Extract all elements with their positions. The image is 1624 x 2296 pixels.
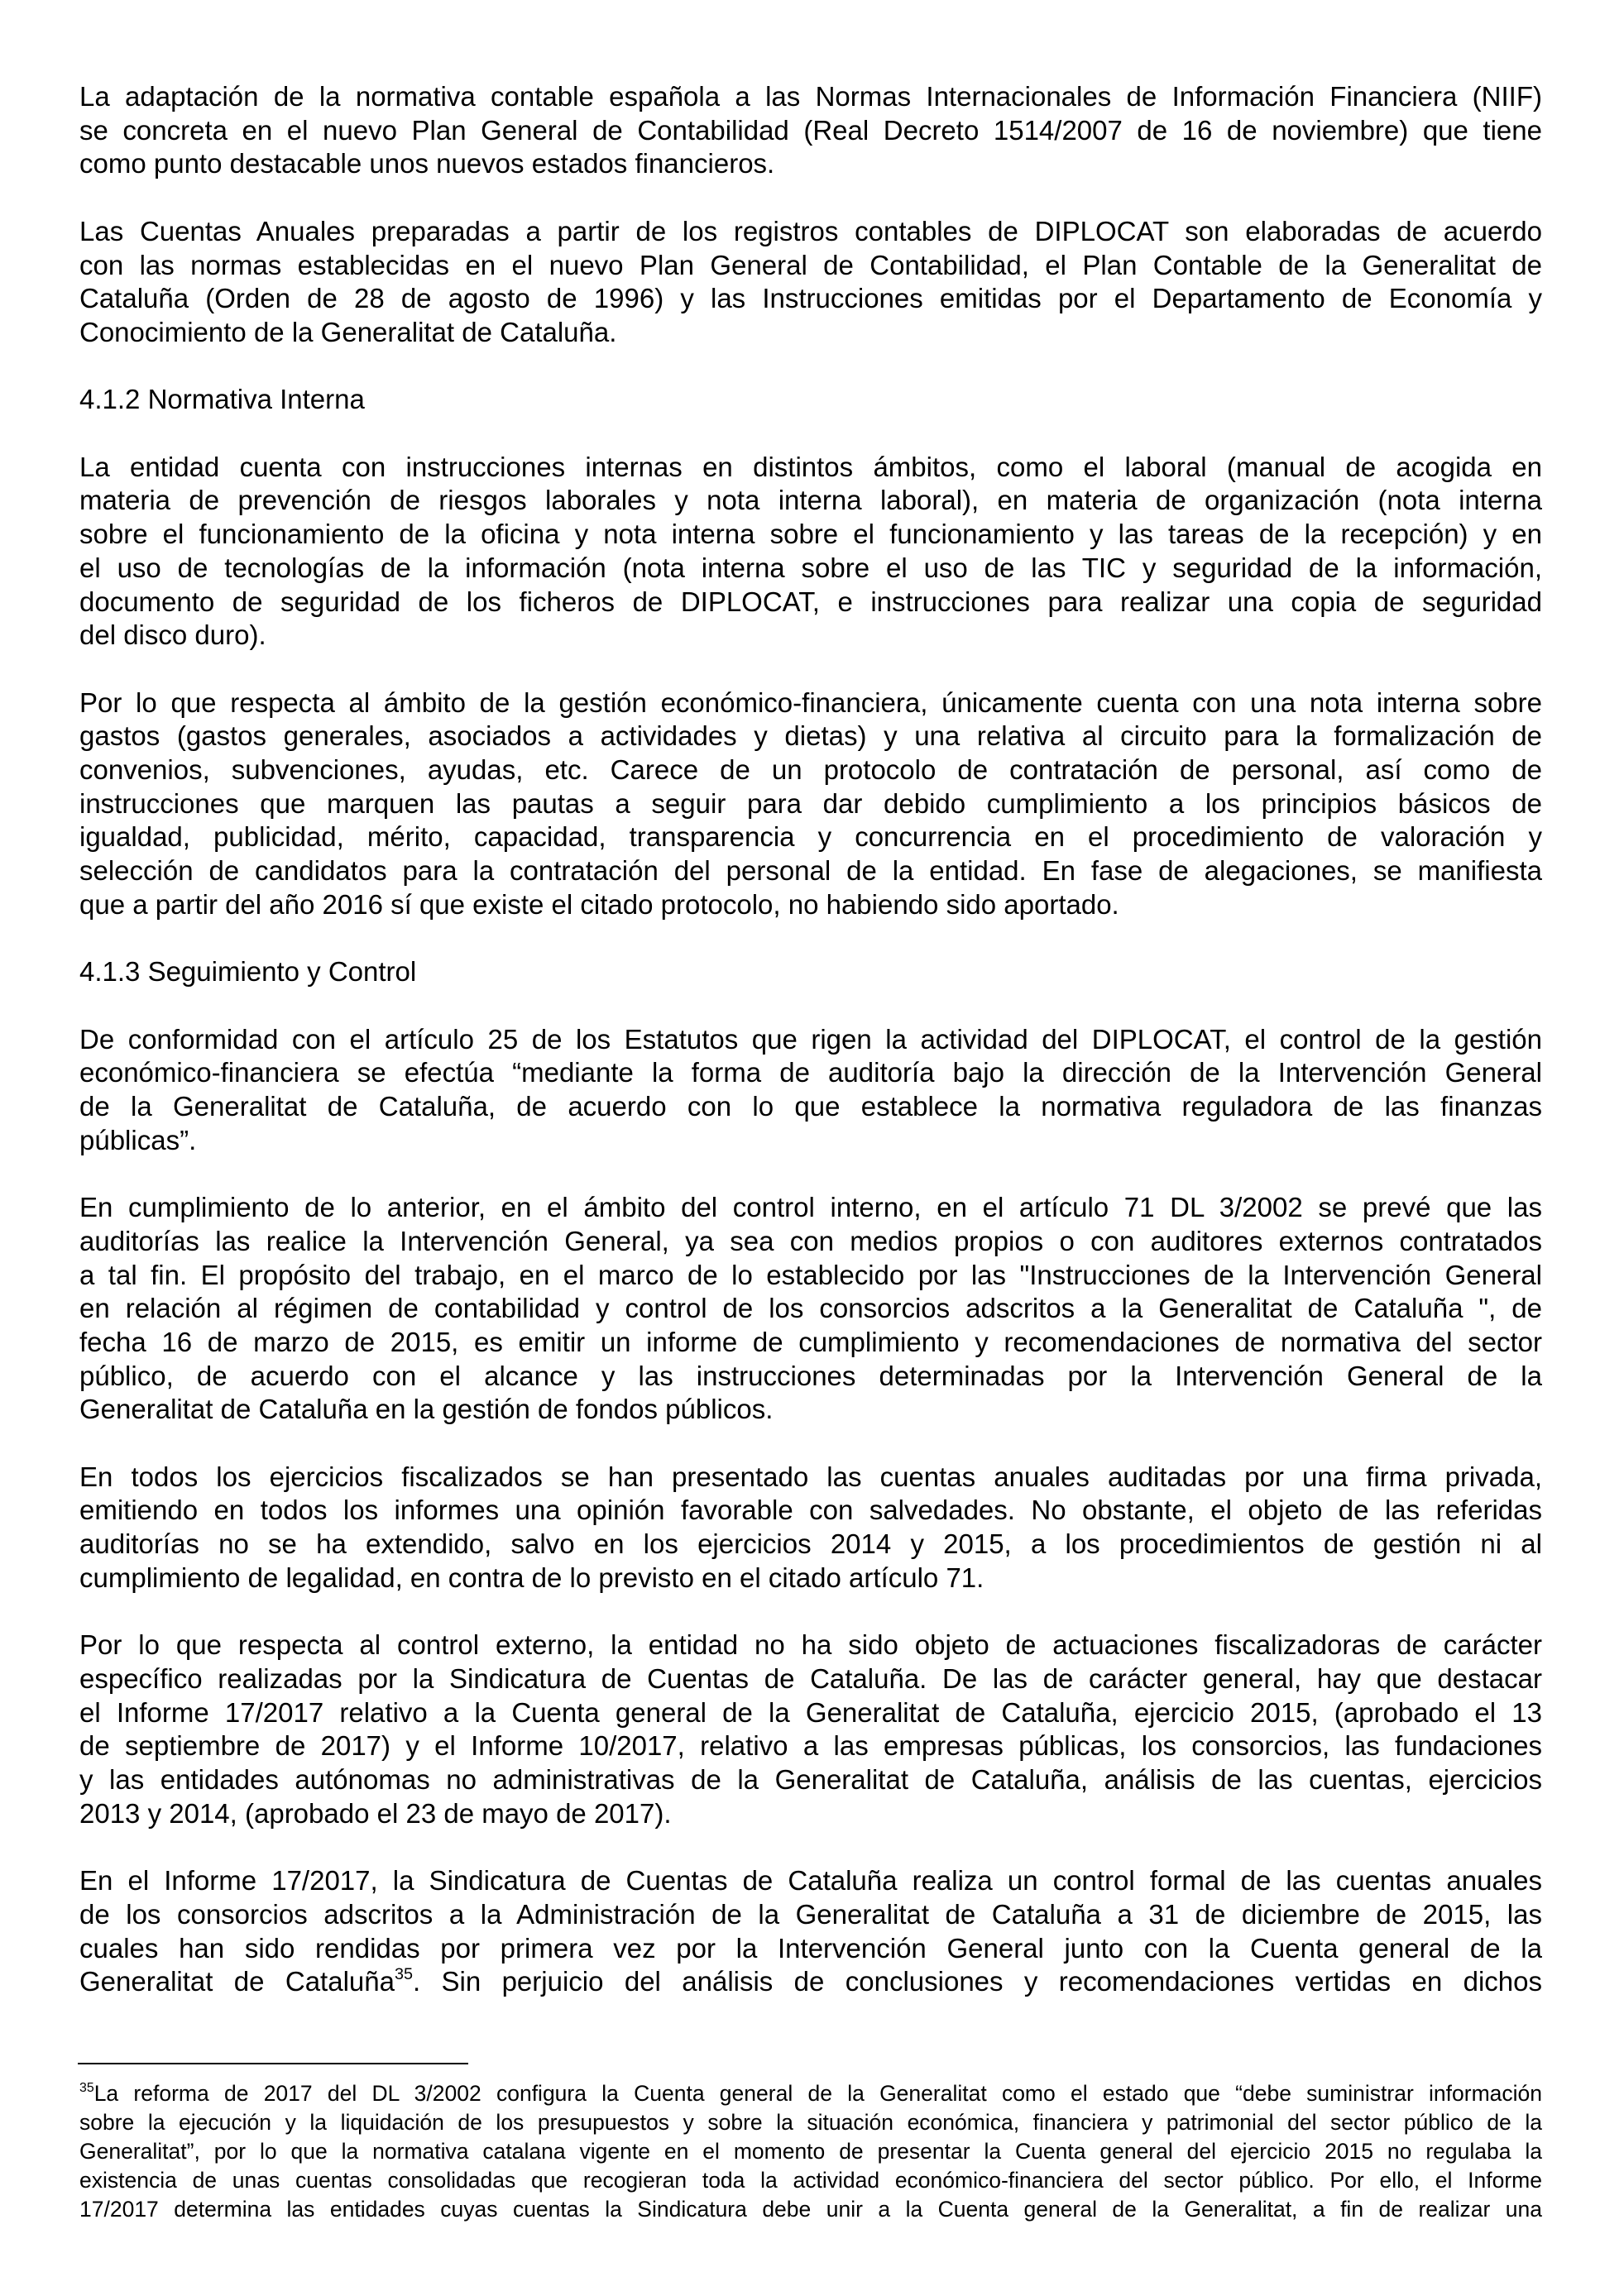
text-line: materia de prevención de riesgos laborales y nota interna laboral), en materia de organización (nota interna — [79, 485, 1542, 516]
paragraph — [79, 686, 1542, 922]
text-line: Cataluña (Orden de 28 de agosto de 1996) y las Instrucciones emitidas por el Departamento de Economía y — [79, 283, 1542, 314]
text-line: 4.1.2 Normativa Interna — [79, 384, 365, 415]
footnote — [79, 2079, 1542, 2224]
footnote-reference: 35 — [79, 2080, 94, 2095]
footnote-reference: 35 — [394, 1965, 413, 1984]
text-line: con las normas establecidas en el nuevo Plan General de Contabilidad, el Plan Contable de la Generalitat de — [79, 249, 1542, 280]
text-line: de los consorcios adscritos a la Administración de la Generalitat de Cataluña a 31 de diciembre de 2015, las — [79, 1898, 1542, 1930]
text-line: a tal fin. El propósito del trabajo, en el marco de lo establecido por las "Instrucciones de la Intervención General — [79, 1259, 1542, 1290]
text-line: Por lo que respecta al ámbito de la gestión económico-financiera, únicamente cuenta con una nota interna sobre — [79, 686, 1542, 718]
text-line: se concreta en el nuevo Plan General de Contabilidad (Real Decreto 1514/2007 de 16 de noviembre) que tiene — [79, 114, 1542, 146]
text-line: selección de candidatos para la contratación del personal de la entidad. En fase de alegaciones, se manifiesta — [79, 855, 1542, 887]
text-line: gastos (gastos generales, asociados a actividades y dietas) y una relativa al circuito para la formalización de — [79, 720, 1542, 752]
text-line: instrucciones que marquen las pautas a seguir para dar debido cumplimiento a los principios básicos de — [79, 787, 1542, 819]
text-line: Generalitat de Cataluña en la gestión de fondos públicos. — [79, 1394, 774, 1425]
text-line: La adaptación de la normativa contable española a las Normas Internacionales de Información Financiera (NIIF) — [79, 81, 1542, 112]
text-line: emitiendo en todos los informes una opinión favorable con salvedades. No obstante, el objeto de las referidas — [79, 1495, 1542, 1526]
section-heading — [79, 383, 1542, 417]
paragraph — [79, 215, 1542, 350]
paragraph — [79, 1023, 1542, 1158]
text-segment: Generalitat de Cataluña — [79, 1966, 395, 1997]
text-line — [79, 2079, 1542, 2108]
text-line: públicas”. — [79, 1124, 197, 1155]
text-line: En todos los ejercicios fiscalizados se han presentado las cuentas anuales auditadas por una firma privada, — [79, 1461, 1542, 1492]
text-line: en relación al régimen de contabilidad y control de los consorcios adscritos a la Generalitat de Cataluña ", de — [79, 1293, 1542, 1324]
text-line: Conocimiento de la Generalitat de Cataluña. — [79, 316, 617, 347]
text-line: documento de seguridad de los ficheros de DIPLOCAT, e instrucciones para realizar una copia de seguridad — [79, 586, 1542, 617]
text-line: específico realizadas por la Sindicatura de Cuentas de Cataluña. De las de carácter general, hay que destacar — [79, 1662, 1542, 1694]
text-line: Las Cuentas Anuales preparadas a partir de los registros contables de DIPLOCAT son elaboradas de acuerdo — [79, 215, 1542, 246]
text-line: En el Informe 17/2017, la Sindicatura de Cuentas de Cataluña realiza un control formal de las cuentas anuales — [79, 1865, 1542, 1897]
text-line: cumplimiento de legalidad, en contra de lo previsto en el citado artículo 71. — [79, 1562, 984, 1593]
text-line: que a partir del año 2016 sí que existe el citado protocolo, no habiendo sido aportado. — [79, 888, 1119, 920]
text-line: La entidad cuenta con instrucciones internas en distintos ámbitos, como el laboral (manual de acogida en — [79, 451, 1542, 482]
text-line: 4.1.3 Seguimiento y Control — [79, 956, 417, 988]
section-heading — [79, 955, 1542, 989]
text-line: público, de acuerdo con el alcance y las instrucciones determinadas por la Intervención General de la — [79, 1360, 1542, 1391]
paragraph — [79, 1864, 1542, 1999]
text-line: y las entidades autónomas no administrativas de la Generalitat de Cataluña, análisis de las cuentas, ejercicios — [79, 1764, 1542, 1796]
text-line: De conformidad con el artículo 25 de los Estatutos que rigen la actividad del DIPLOCAT, el control de la gestión — [79, 1023, 1542, 1055]
text-line: sobre el funcionamiento de la oficina y nota interna sobre el funcionamiento y las tareas de la recepción) y en — [79, 519, 1542, 550]
text-line: el Informe 17/2017 relativo a la Cuenta general de la Generalitat de Cataluña, ejercicio 2015, (aprobado el 13 — [79, 1696, 1542, 1728]
paragraph — [79, 1191, 1542, 1427]
paragraph — [79, 80, 1542, 181]
text-segment: La reforma de 2017 del DL 3/2002 configura la Cuenta general de la Generalitat como el estado que “debe suministrar información — [93, 2081, 1542, 2106]
text-line: auditorías las realice la Intervención General, ya sea con medios propios o con auditores externos contratados — [79, 1225, 1542, 1256]
text-line: fecha 16 de marzo de 2015, es emitir un informe de cumplimiento y recomendaciones de normativa del sector — [79, 1326, 1542, 1357]
text-line: de septiembre de 2017) y el Informe 10/2017, relativo a las empresas públicas, los consorcios, las fundaciones — [79, 1730, 1542, 1762]
text-line: 2013 y 2014, (aprobado el 23 de mayo de 2017). — [79, 1797, 672, 1829]
footnote-separator — [78, 2063, 468, 2064]
text-line — [79, 1965, 1542, 1999]
text-line: Por lo que respecta al control externo, la entidad no ha sido objeto de actuaciones fiscalizadoras de carácter — [79, 1629, 1542, 1661]
text-line: como punto destacable unos nuevos estados financieros. — [79, 148, 775, 179]
text-line: auditorías no se ha extendido, salvo en los ejercicios 2014 y 2015, a los procedimientos de gestión ni al — [79, 1528, 1542, 1560]
text-line: sobre la ejecución y la liquidación de los presupuestos y sobre la situación económica, financiera y patrimonial del sector público de la — [79, 2110, 1542, 2135]
text-segment: . Sin perjuicio del análisis de conclusiones y recomendaciones vertidas en dichos — [412, 1966, 1543, 1997]
text-line: 17/2017 determina las entidades cuyas cuentas la Sindicatura debe unir a la Cuenta general de la Generalitat, a fin de realizar una — [79, 2197, 1542, 2222]
text-line: En cumplimiento de lo anterior, en el ámbito del control interno, en el artículo 71 DL 3/2002 se prevé que las — [79, 1192, 1542, 1223]
paragraph — [79, 1461, 1542, 1595]
text-line: existencia de unas cuentas consolidadas que recogieran toda la actividad económico-financiera del sector público. Por ello, el Informe — [79, 2168, 1542, 2193]
text-line: convenios, subvenciones, ayudas, etc. Carece de un protocolo de contratación de personal, así como de — [79, 754, 1542, 785]
text-line: económico-financiera se efectúa “mediante la forma de auditoría bajo la dirección de la Intervención General — [79, 1057, 1542, 1088]
text-line: del disco duro). — [79, 619, 266, 651]
text-line: cuales han sido rendidas por primera vez por la Intervención General junto con la Cuenta general de la — [79, 1932, 1542, 1964]
document-body — [79, 80, 1542, 2033]
text-line: igualdad, publicidad, mérito, capacidad, transparencia y concurrencia en el procedimiento de valoración y — [79, 821, 1542, 853]
paragraph — [79, 1629, 1542, 1830]
text-line: el uso de tecnologías de la información (nota interna sobre el uso de las TIC y seguridad de la información, — [79, 552, 1542, 583]
paragraph — [79, 451, 1542, 653]
text-line: Generalitat”, por lo que la normativa catalana vigente en el momento de presentar la Cuenta general del ejercicio 2015 no regulaba la — [79, 2139, 1542, 2164]
text-line: de la Generalitat de Cataluña, de acuerdo con lo que establece la normativa reguladora de las finanzas — [79, 1091, 1542, 1122]
